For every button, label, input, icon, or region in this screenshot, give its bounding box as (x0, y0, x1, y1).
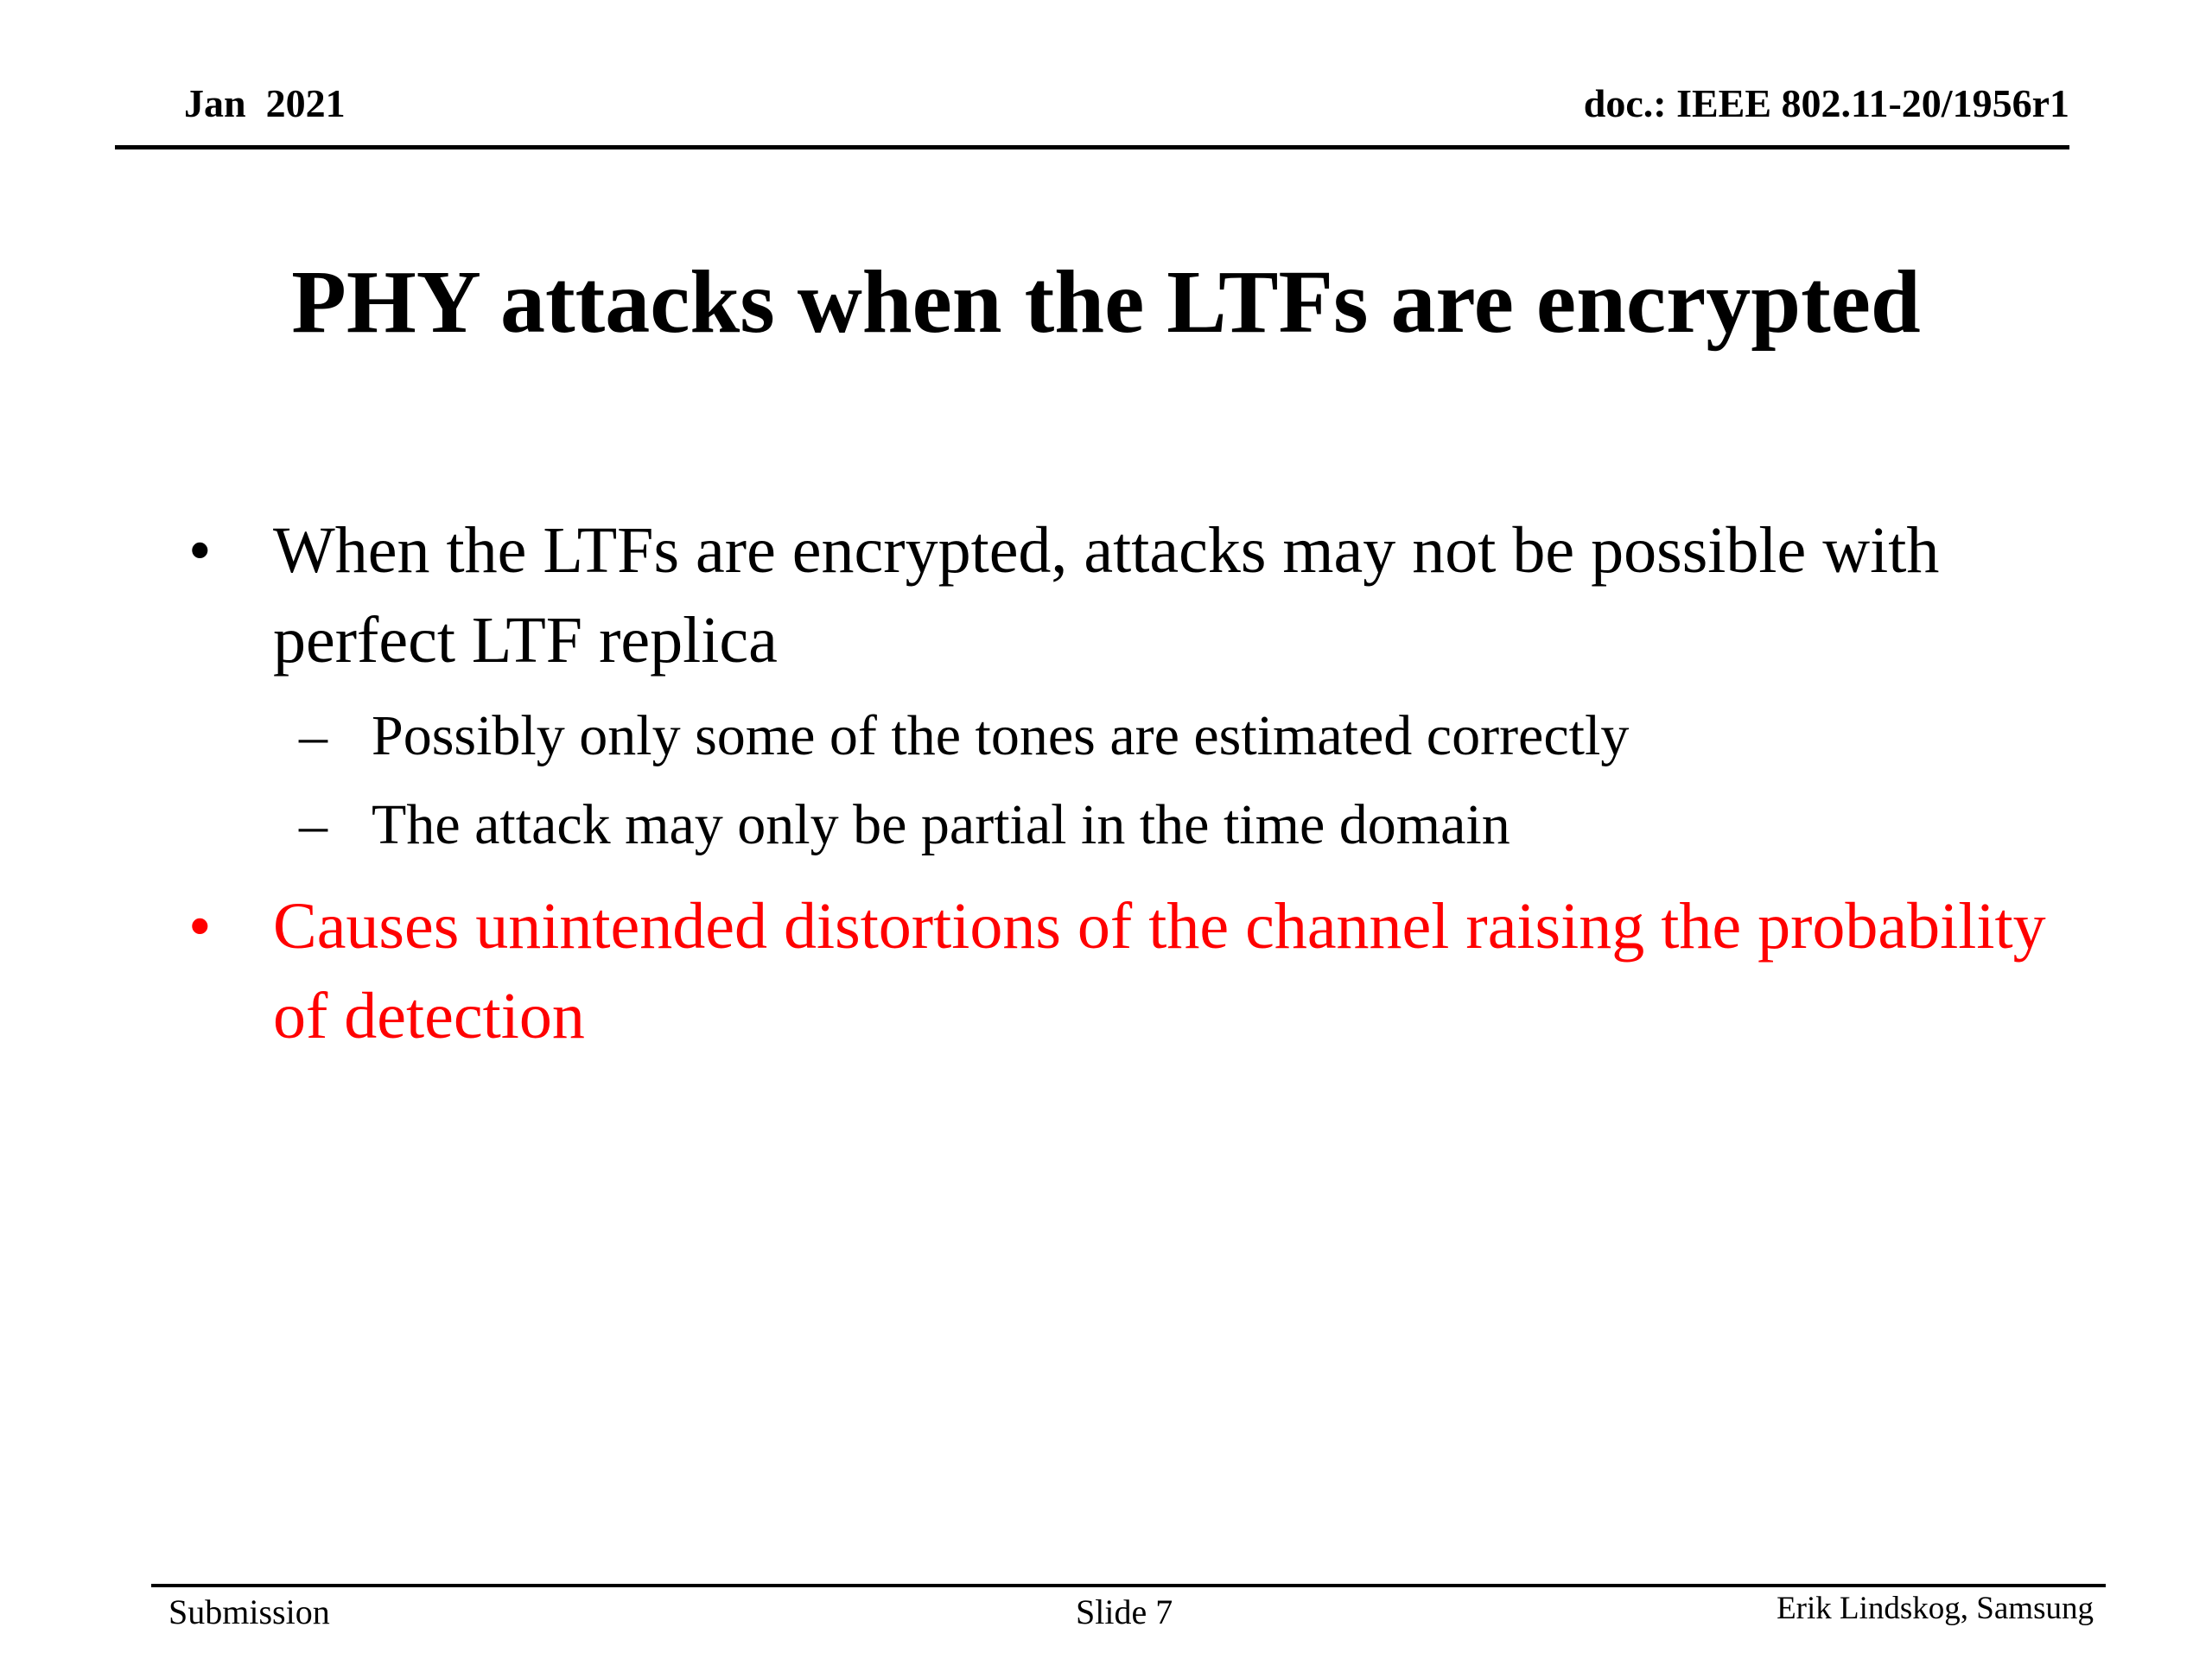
header-doc-id: doc.: IEEE 802.11-20/1956r1 (1583, 81, 2069, 125)
sub-bullet-text: Possibly only some of the tones are estimated correctly (372, 704, 1630, 767)
footer-slide-number: Slide 7 (1076, 1592, 1173, 1631)
header-date: Jan 2021 (184, 81, 346, 125)
sub-bullet-item (299, 780, 2082, 870)
footer-submission: Submission (168, 1592, 330, 1631)
bullet-marker: • (188, 890, 212, 963)
bullet-marker: • (188, 514, 212, 587)
footer-author: Erik Lindskog, Samsung (1777, 1591, 2094, 1626)
sub-bullet-marker: – (299, 704, 327, 767)
sub-bullet-marker: – (299, 793, 327, 856)
bullet-text: Causes unintended distortions of the channel raising the probability of detection (273, 890, 2046, 1052)
slide-title: PHY attacks when the LTFs are encrypted (291, 252, 1921, 352)
bullet-item-highlight (188, 881, 2088, 1061)
sub-bullet-text: The attack may only be partial in the time domain (372, 793, 1510, 856)
sub-bullet-item (299, 691, 2082, 781)
bullet-text: When the LTFs are encrypted, attacks may not be possible with perfect LTF replica (273, 514, 1940, 677)
bullet-item (188, 505, 2088, 685)
footer-divider (151, 1584, 2106, 1587)
